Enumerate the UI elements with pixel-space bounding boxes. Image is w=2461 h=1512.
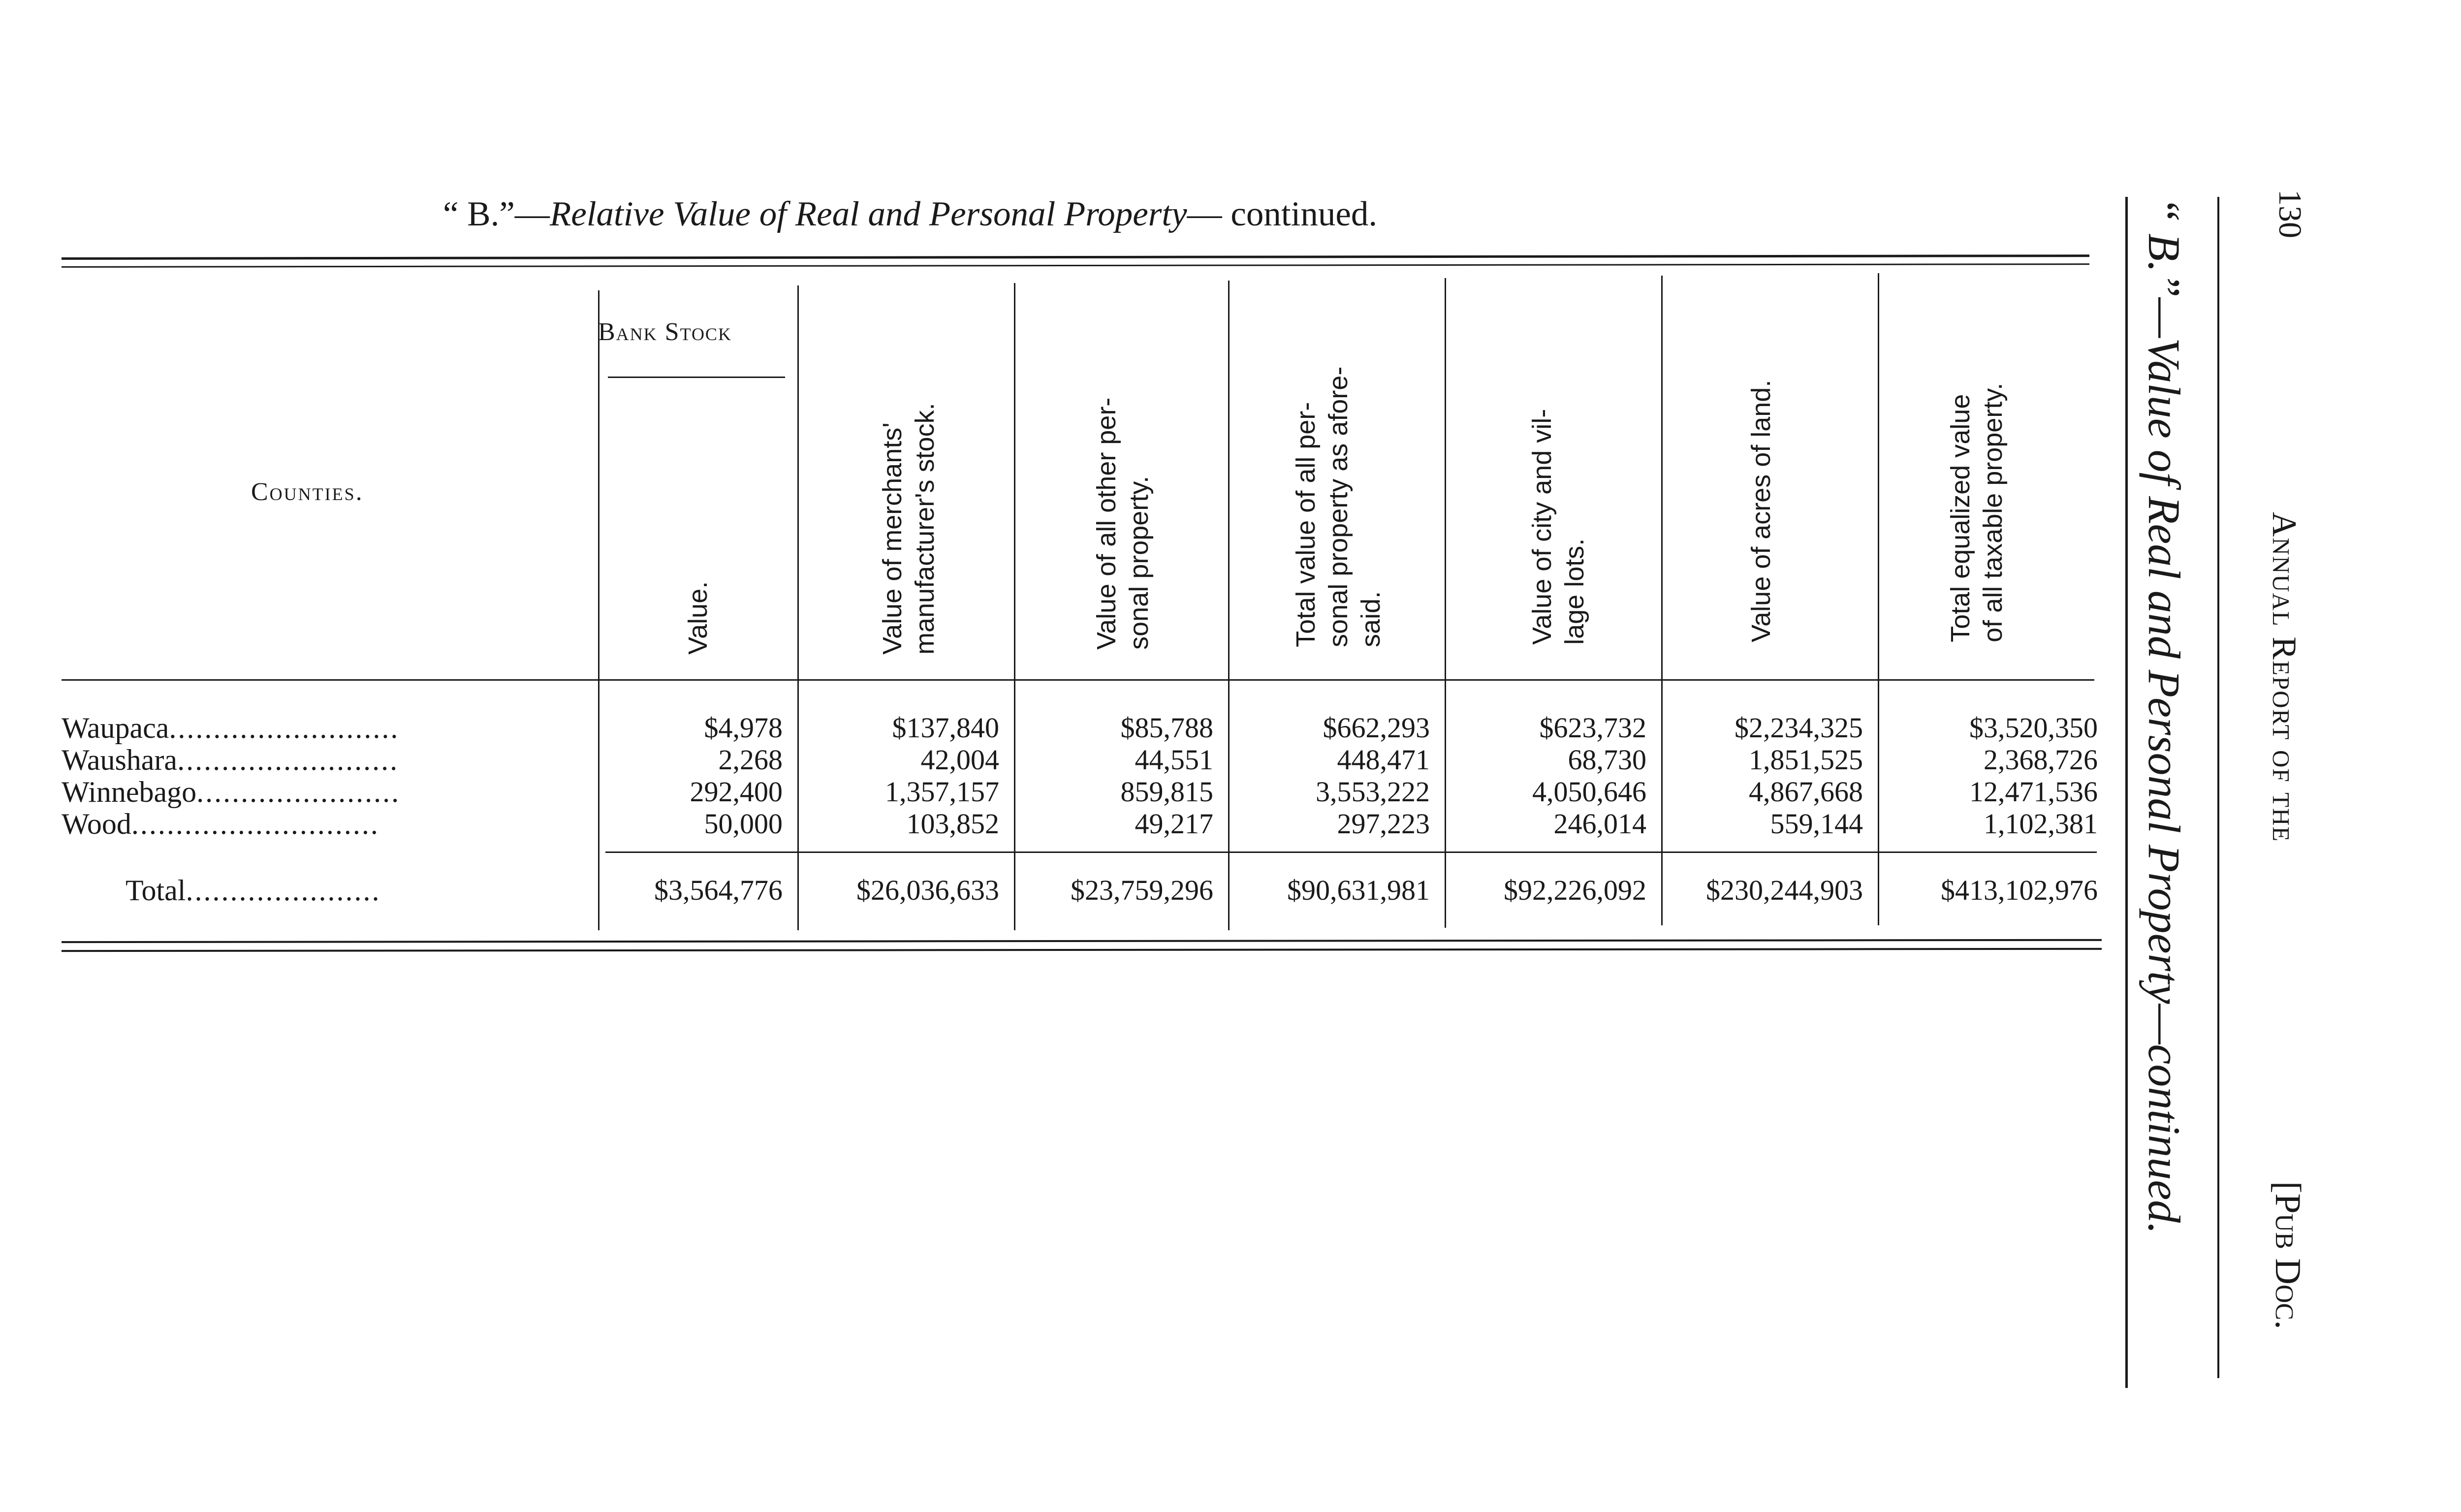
total-value: $3,564,776 [654, 874, 783, 906]
col-header-merchants-stock [876, 403, 941, 655]
cell-acres: 559,144 [1770, 808, 1863, 840]
cell-value: $4,978 [704, 712, 783, 744]
cell-total-equalized: 2,368,726 [1984, 744, 2098, 776]
col-rule-5 [1445, 278, 1446, 928]
cell-acres: $2,234,325 [1735, 712, 1863, 744]
col-header-value [682, 581, 714, 655]
cell-city-lots: 4,050,646 [1532, 776, 1646, 808]
col-header-line: manufacturer's stock. [910, 403, 940, 655]
total-city-lots: $92,226,092 [1504, 874, 1646, 906]
county-name [62, 807, 379, 841]
leader-dots: .......................... [169, 712, 400, 744]
col-header-other-personal [1090, 398, 1155, 650]
cell-total-equalized: 12,471,536 [1969, 776, 2098, 808]
cell-city-lots: 246,014 [1553, 808, 1646, 840]
bottom-double-rule-2 [62, 948, 2102, 952]
total-total-equalized: $413,102,976 [1941, 874, 2098, 906]
total-rule [605, 851, 2097, 853]
col-header-acres [1745, 380, 1777, 642]
page-number: 130 [2272, 189, 2308, 238]
table-title-prefix: “ B.”— [443, 195, 550, 233]
col-rule-2 [797, 285, 799, 930]
total-total-personal: $90,631,981 [1287, 874, 1430, 906]
table-title-suffix: — continued. [1187, 195, 1378, 233]
cell-value: 2,268 [718, 744, 783, 776]
cell-other-personal: 49,217 [1135, 808, 1213, 840]
pub-doc-label: [Pub Doc. [2268, 1181, 2308, 1329]
total-acres: $230,244,903 [1706, 874, 1863, 906]
cell-value: 50,000 [704, 808, 783, 840]
leader-dots: ....................... [196, 776, 401, 808]
total-other-personal: $23,759,296 [1071, 874, 1213, 906]
cell-value: 292,400 [690, 776, 783, 808]
county-name [62, 775, 400, 809]
cell-total-equalized: 1,102,381 [1984, 808, 2098, 840]
col-header-line: Value of acres of land. [1746, 379, 1776, 642]
col-header-line: said. [1356, 591, 1386, 647]
col-header-line: Value of all other per- [1092, 397, 1121, 650]
leader-dots: ...................... [186, 874, 381, 907]
col-header-line: sonal property as afore- [1324, 366, 1353, 647]
col-rule-4 [1228, 281, 1230, 930]
col-header-city-lots [1526, 409, 1591, 645]
col-rule-7 [1878, 273, 1879, 925]
running-head-rule-left [2125, 197, 2128, 1388]
col-header-line: Value. [683, 581, 713, 655]
cell-merchants-stock: $137,840 [892, 712, 999, 744]
cell-total-equalized: $3,520,350 [1969, 712, 2098, 744]
cell-acres: 1,851,525 [1749, 744, 1863, 776]
county-name-text: Waushara [62, 744, 178, 776]
cell-merchants-stock: 1,357,157 [885, 776, 999, 808]
top-double-rule-2 [62, 263, 2089, 268]
cell-merchants-stock: 42,004 [920, 744, 999, 776]
county-name [62, 743, 399, 777]
total-label-text: Total [126, 874, 186, 907]
cell-total-personal: $662,293 [1323, 712, 1430, 744]
leader-dots: ......................... [177, 744, 399, 776]
cell-total-personal: 3,553,222 [1316, 776, 1430, 808]
counties-header: Counties. [251, 478, 364, 506]
col-header-line: of all taxable property. [1978, 382, 2008, 642]
header-bottom-rule [62, 679, 2094, 681]
cell-city-lots: $623,732 [1539, 712, 1646, 744]
table-title-italic: Relative Value of Real and Personal Property [549, 195, 1187, 233]
side-caption: “ B.”—Value of Real and Personal Property—continued. [2139, 197, 2189, 1234]
county-name [62, 711, 399, 745]
col-header-line: sonal property. [1124, 475, 1154, 650]
county-name-text: Winnebago [62, 776, 197, 808]
county-name-text: Wood [62, 808, 131, 840]
col-header-line: Value of city and vil- [1527, 409, 1557, 645]
cell-other-personal: 859,815 [1120, 776, 1213, 808]
cell-total-personal: 297,223 [1337, 808, 1430, 840]
col-header-total-personal [1290, 367, 1387, 647]
col-header-line: Value of merchants' [878, 422, 907, 655]
bottom-double-rule-1 [62, 939, 2102, 943]
total-label [126, 874, 380, 908]
cell-other-personal: $85,788 [1120, 712, 1213, 744]
cell-merchants-stock: 103,852 [906, 808, 999, 840]
county-name-text: Waupaca [62, 712, 169, 744]
total-merchants-stock: $26,036,633 [856, 874, 999, 906]
col-rule-1 [598, 290, 599, 930]
running-head: Annual Report of the [2265, 512, 2303, 843]
cell-other-personal: 44,551 [1135, 744, 1213, 776]
col-header-total-equalized [1944, 383, 2009, 642]
cell-total-personal: 448,471 [1337, 744, 1430, 776]
col-header-line: lage lots. [1560, 538, 1589, 645]
running-head-rule-right [2217, 197, 2219, 1378]
top-double-rule-1 [62, 254, 2089, 260]
col-rule-3 [1014, 283, 1015, 930]
col-rule-6 [1661, 276, 1663, 925]
bank-stock-subrule [608, 377, 785, 378]
col-header-line: Total equalized value [1946, 394, 1975, 642]
cell-acres: 4,867,668 [1749, 776, 1863, 808]
cell-city-lots: 68,730 [1568, 744, 1646, 776]
col-header-line: Total value of all per- [1291, 402, 1321, 647]
leader-dots: ............................ [131, 808, 379, 840]
table-title [443, 194, 1772, 234]
bank-stock-header: Bank Stock [598, 318, 732, 346]
